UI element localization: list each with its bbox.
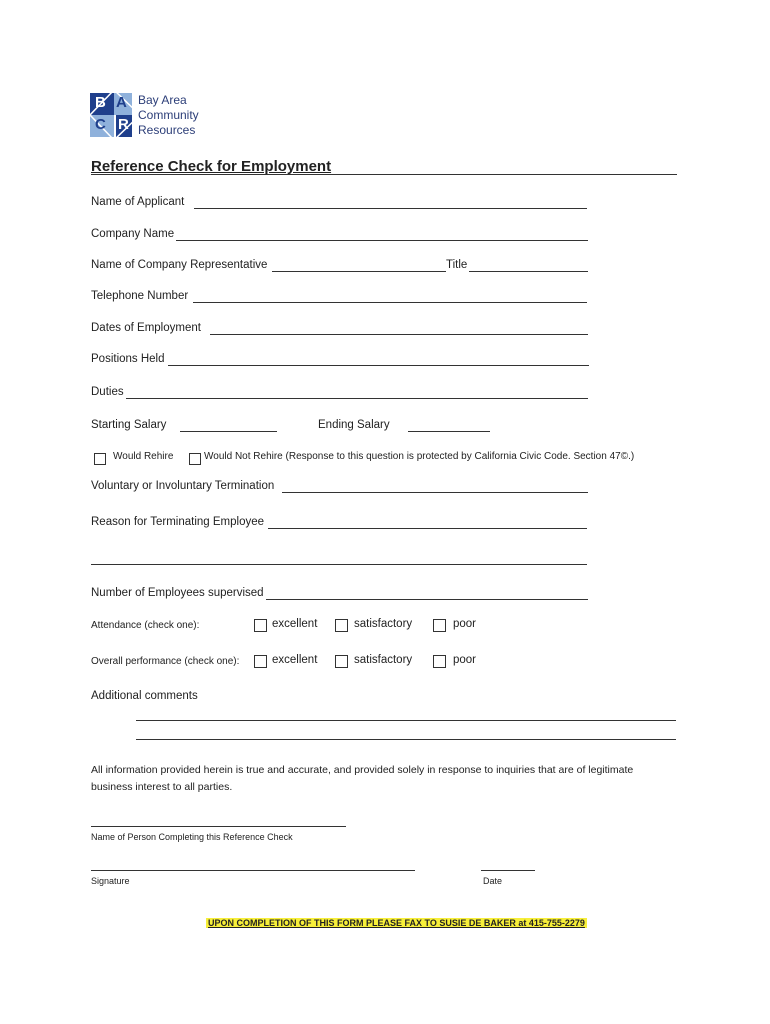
would-rehire-checkbox[interactable] [94, 453, 106, 465]
performance-poor-checkbox[interactable] [433, 655, 446, 668]
company-label: Company Name [91, 228, 175, 240]
logo-line-2: Community [138, 108, 199, 122]
performance-label: Overall performance (check one): [91, 656, 240, 667]
representative-label: Name of Company Representative [91, 259, 268, 271]
reason-field[interactable] [268, 528, 587, 529]
signature-field[interactable] [91, 870, 415, 871]
attendance-satisfactory-label: satisfactory [354, 618, 413, 630]
positions-label: Positions Held [91, 353, 165, 365]
reason-label: Reason for Terminating Employee [91, 516, 265, 528]
attendance-poor-label: poor [453, 618, 477, 630]
statement-line-2: business interest to all parties. [91, 781, 233, 793]
positions-field[interactable] [168, 365, 589, 366]
signature-label: Signature [91, 876, 130, 886]
title-field[interactable] [469, 271, 588, 272]
performance-poor-label: poor [453, 654, 477, 666]
completer-field[interactable] [91, 826, 346, 827]
duties-field[interactable] [126, 398, 588, 399]
attendance-excellent-checkbox[interactable] [254, 619, 267, 632]
additional-comments-label: Additional comments [91, 690, 198, 702]
termination-label: Voluntary or Involuntary Termination [91, 480, 275, 492]
form-title: Reference Check for Employment [91, 158, 332, 175]
would-not-rehire-label: Would Not Rehire (Response to this question is protected by California Civic Code. Section 47©.) [204, 451, 635, 462]
logo-line-3: Resources [138, 123, 196, 137]
performance-satisfactory-checkbox[interactable] [335, 655, 348, 668]
applicant-label: Name of Applicant [91, 196, 185, 208]
would-not-rehire-checkbox[interactable] [189, 453, 201, 465]
supervised-field[interactable] [266, 599, 588, 600]
logo-letter-c: C [95, 116, 106, 133]
starting-salary-field[interactable] [180, 431, 277, 432]
logo-letter-r: R [118, 116, 129, 133]
dates-label: Dates of Employment [91, 322, 201, 334]
applicant-field[interactable] [194, 208, 587, 209]
completer-label: Name of Person Completing this Reference Check [91, 832, 293, 842]
performance-excellent-label: excellent [272, 654, 318, 666]
date-field[interactable] [481, 870, 535, 871]
reason-field-line-2[interactable] [91, 564, 587, 565]
would-rehire-label: Would Rehire [113, 451, 174, 462]
attendance-satisfactory-checkbox[interactable] [335, 619, 348, 632]
logo [90, 90, 250, 140]
representative-field[interactable] [272, 271, 446, 272]
attendance-poor-checkbox[interactable] [433, 619, 446, 632]
logo-name [138, 93, 199, 138]
title-label: Title [446, 259, 468, 271]
performance-satisfactory-label: satisfactory [354, 654, 413, 666]
attendance-label: Attendance (check one): [91, 620, 200, 631]
company-field[interactable] [176, 240, 588, 241]
starting-salary-label: Starting Salary [91, 419, 167, 431]
ending-salary-field[interactable] [408, 431, 490, 432]
performance-excellent-checkbox[interactable] [254, 655, 267, 668]
dates-field[interactable] [210, 334, 588, 335]
ending-salary-label: Ending Salary [318, 419, 390, 431]
logo-letter-b: B [95, 94, 106, 111]
logo-line-1: Bay Area [138, 93, 187, 107]
telephone-label: Telephone Number [91, 290, 189, 302]
duties-label: Duties [91, 386, 124, 398]
title-underline [91, 174, 677, 175]
comments-field-line-2[interactable] [136, 739, 676, 740]
comments-field-line-1[interactable] [136, 720, 676, 721]
logo-letter-a: A [116, 94, 127, 111]
fax-instruction: UPON COMPLETION OF THIS FORM PLEASE FAX TO SUSIE DE BAKER at 415-755-2279 [208, 918, 585, 928]
supervised-label: Number of Employees supervised [91, 587, 264, 599]
statement-line-1: All information provided herein is true and accurate, and provided solely in response to inquiries that are of legitimate [91, 764, 634, 776]
telephone-field[interactable] [193, 302, 587, 303]
date-label: Date [483, 876, 503, 886]
attendance-excellent-label: excellent [272, 618, 318, 630]
termination-field[interactable] [282, 492, 588, 493]
